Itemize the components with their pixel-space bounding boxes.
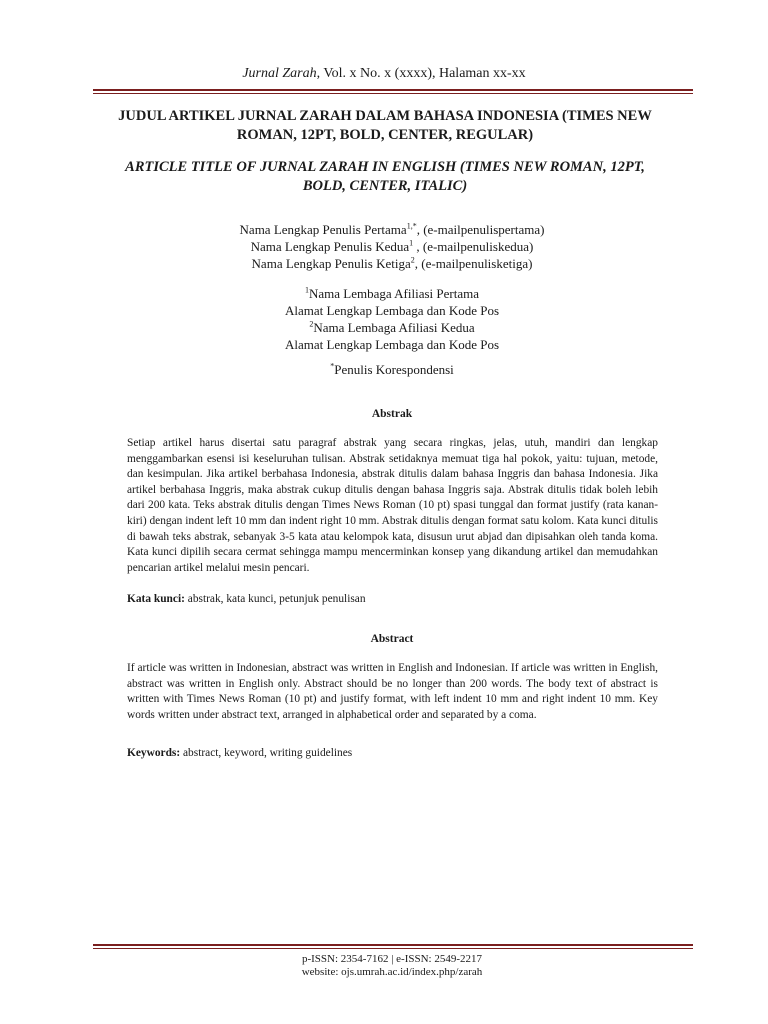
title-english: ARTICLE TITLE OF JURNAL ZARAH IN ENGLISH (TIMES NEW ROMAN, 12PT, BOLD, CENTER, ITALIC) [125,159,645,194]
volume-info: , Vol. x No. x (xxxx), Halaman xx-xx [316,66,526,81]
author-name: Nama Lengkap Penulis Ketiga [251,256,411,271]
keywords-label: Kata kunci: [127,593,185,605]
keywords-text: abstrak, kata kunci, petunjuk penulisan [184,593,366,605]
author-sup: 2 [410,255,415,265]
correspondence-note [0,362,768,378]
affiliation-name [0,319,768,336]
abstract-heading: Abstract [370,633,414,645]
author-line [0,221,768,238]
website-line: website: ojs.umrah.ac.id/index.php/zarah [301,966,483,978]
author-email: , (e-mailpenulisketiga) [414,256,533,271]
author-email: , (e-mailpenulispertama) [416,222,545,237]
affiliation-label: Nama Lembaga Afiliasi Kedua [313,320,475,335]
author-name: Nama Lengkap Penulis Pertama [239,222,407,237]
affiliation-name [0,285,768,302]
author-list [0,221,768,272]
abstrak-keywords [127,593,658,605]
journal-name: Jurnal Zarah [242,66,317,81]
affiliation-address: Alamat Lengkap Lembaga dan Kode Pos [284,303,500,318]
title-indonesian: JUDUL ARTIKEL JURNAL ZARAH DALAM BAHASA INDONESIA (TIMES NEW ROMAN, 12PT, BOLD, CENTER, REGULAR) [118,108,652,143]
abstract-body: If article was written in Indonesian, abstract was written in English and Indonesian. If article was written in English, abstract was written in English only. Abstract should be no longer than 200 words. The body text of abstract is written with Times News Roman (10 pt) and justify format, with left indent 10 mm and right indent 10 mm. Key words written under abstract text, arranged in alphabetical order and separated by a coma. [127,662,658,721]
keywords-label: Keywords: [127,747,181,759]
affiliation-label: Nama Lembaga Afiliasi Pertama [308,286,480,301]
author-name: Nama Lengkap Penulis Kedua [250,239,410,254]
author-line [0,238,768,255]
correspondence-label: Penulis Korespondensi [334,362,454,377]
abstrak-heading: Abstrak [371,408,413,420]
author-sup: 1,* [406,221,417,231]
affiliation-address: Alamat Lengkap Lembaga dan Kode Pos [284,337,500,352]
author-line [0,255,768,272]
affiliation-sup: 2 [309,319,314,329]
running-header [0,66,768,82]
abstrak-body: Setiap artikel harus disertai satu paragraf abstrak yang secara ringkas, jelas, utuh, mandiri dan lengkap menggambarkan esensi isi keseluruhan tulisan. Abstrak setidaknya memuat tiga hal pokok, yaitu: tujuan, metode, dan kesimpulan. Jika artikel berbahasa Indonesia, abstrak ditulis dalam bahasa Inggris dan bahasa Indonesia. Jika artikel berbahasa Inggris, maka abstrak cukup ditulis dengan bahasa Inggris saja. Abstrak ditulis tidak boleh lebih dari 200 kata. Teks abstrak ditulis dengan Times News Roman (10 pt) spasi tunggal dan format justify (rata kanan-kiri) dengan indent left 10 mm dan indent right 10 mm. Abstrak ditulis dengan format satu kolom. Kata kunci ditulis di bawah teks abstrak, sebanyak 3-5 kata atau kelompok kata, disusun urut abjad dan dipisahkan oleh tanda koma. Kata kunci dipilih secara cermat sehingga mampu mencerminkan konsep yang dikandung artikel dan memudahkan pencarian artikel melalui mesin pencari. [127,437,658,574]
affiliation-list [0,285,768,353]
footer-rule [93,944,693,949]
header-rule [93,89,693,94]
affiliation-sup: 1 [304,285,309,295]
correspondence-sup: * [330,361,335,371]
page-footer [0,953,768,979]
author-sup: 1 [409,238,414,248]
keywords-text: abstract, keyword, writing guidelines [180,747,353,759]
abstract-keywords [127,747,658,759]
issn-line: p-ISSN: 2354-7162 | e-ISSN: 2549-2217 [301,953,483,965]
author-email: , (e-mailpenuliskedua) [413,239,534,254]
